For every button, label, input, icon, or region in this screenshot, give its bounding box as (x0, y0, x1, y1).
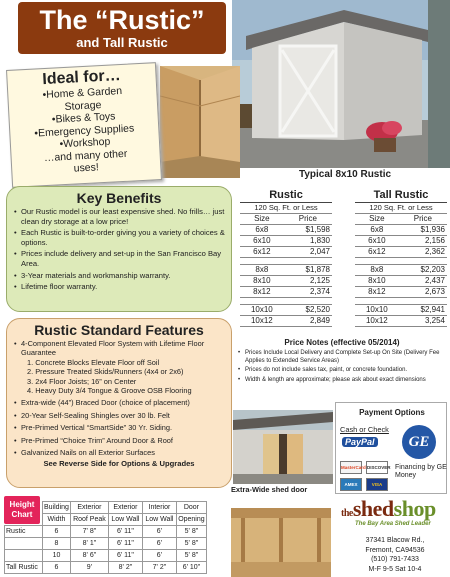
height-col-header: Roof Peak (70, 514, 108, 526)
height-cell: 6' 11" (108, 538, 142, 550)
col-price-header: Price (399, 214, 447, 225)
height-col-header: Exterior (70, 502, 108, 514)
price-size: 8x10 (240, 276, 284, 287)
price-value: 2,156 (399, 236, 447, 247)
store-hours: M-F 9-5 Sat 10-4 (368, 565, 422, 573)
feature-item: • Pre-Primed Vertical “SmartSide” 30 Yr. Siding. (13, 423, 225, 432)
page-subtitle: and Tall Rustic (76, 35, 168, 50)
price-value: $2,941 (399, 305, 447, 316)
col-size-header: Size (355, 214, 399, 225)
price-value: 1,830 (284, 236, 332, 247)
shed-photo (232, 0, 450, 168)
price-size: 8x12 (240, 287, 284, 298)
height-cell: 6 (43, 562, 71, 574)
logo-shed: shed (352, 496, 394, 521)
height-cell: 6' 11" (108, 550, 142, 562)
height-col-header: Interior (142, 502, 176, 514)
height-cell: 8' 2" (108, 562, 142, 574)
price-value: $1,936 (399, 225, 447, 236)
logo-shop: shop (393, 496, 436, 521)
price-size: 6x12 (240, 247, 284, 258)
price-note-item: • Width & length are approximate; please ask about exact dimensions (236, 377, 448, 385)
price-size: 6x10 (355, 236, 399, 247)
height-col-header: Building (43, 502, 71, 514)
ideal-title: Ideal for… (41, 67, 122, 89)
logo-tagline: The Bay Area Shed Leader (355, 521, 431, 527)
price-notes (236, 338, 448, 386)
height-row-label (5, 538, 43, 550)
benefit-item: • Our Rustic model is our least expensive shed. No frills… just clean dry storage at a low price! (13, 207, 225, 226)
financing-label: Financing by GE Money (395, 464, 447, 480)
height-col-header: Low Wall (108, 514, 142, 526)
phone-number: (510) 791-7433 (371, 556, 419, 564)
rustic-table-title: Rustic (240, 189, 332, 203)
ideal-for-note (6, 62, 162, 188)
logo-wordmark (341, 496, 436, 522)
shed-photo-caption: Typical 8x10 Rustic (298, 169, 392, 180)
address-line: 37341 Blacow Rd., (365, 537, 425, 544)
price-size: 8x12 (355, 287, 399, 298)
price-size: 8x10 (355, 276, 399, 287)
price-size: 8x8 (355, 265, 399, 276)
height-cell: 6' 10" (176, 562, 206, 574)
feature-subitem: 1. Concrete Blocks Elevate Floor off Soil (27, 357, 160, 367)
price-size: 8x8 (240, 265, 284, 276)
height-cell: 5' 8" (176, 550, 206, 562)
benefit-item: • Prices include delivery and set-up in the San Francisco Bay Area. (13, 249, 225, 268)
height-cell: 6' (142, 526, 176, 538)
height-cell: 9' (70, 562, 108, 574)
height-col-header: Exterior (108, 502, 142, 514)
price-size: 6x8 (240, 225, 284, 236)
price-size: 10x10 (355, 305, 399, 316)
price-value: 2,125 (284, 276, 332, 287)
payment-options-title: Payment Options (359, 408, 425, 417)
standard-features-panel (6, 318, 232, 488)
key-benefits-heading: Key Benefits (76, 190, 162, 206)
height-cell: 5' 8" (176, 526, 206, 538)
height-cell: 8' 6" (70, 550, 108, 562)
price-value: $1,598 (284, 225, 332, 236)
price-value: 2,673 (399, 287, 447, 298)
price-value: 2,047 (284, 247, 332, 258)
address-line: Fremont, CA94536 (365, 546, 425, 554)
height-chart-label: Height Chart (4, 496, 40, 524)
shed-shop-logo (337, 496, 449, 532)
price-size: 6x10 (240, 236, 284, 247)
feature-item: • 4-Component Elevated Floor System with Lifetime Floor Guarantee (13, 339, 225, 358)
height-col-header: Door (176, 502, 206, 514)
ideal-item: •Workshop (59, 135, 111, 151)
ideal-item: …and many other (43, 147, 128, 164)
price-size: 10x10 (240, 305, 284, 316)
height-cell: 7' 8" (70, 526, 108, 538)
cash-or-check-label: Cash or Check (340, 425, 389, 434)
height-col-header: Low Wall (142, 514, 176, 526)
height-cell: 10 (43, 550, 71, 562)
height-cell: 8 (43, 538, 71, 550)
price-value: 2,437 (399, 276, 447, 287)
feature-item: • Galvanized Nails on all Exterior Surfaces (13, 448, 225, 457)
price-value: $2,203 (399, 265, 447, 276)
ideal-item: •Home & Garden (42, 84, 123, 102)
benefit-item: • Each Rustic is built-to-order giving you a variety of choices & options. (13, 228, 225, 247)
key-benefits-panel (6, 186, 232, 312)
height-col-header: Opening (176, 514, 206, 526)
price-value: $2,520 (284, 305, 332, 316)
price-note-item: • Prices Include Local Delivery and Complete Set-up On Site (Delivery Fee Applies to Extended Service Areas) (236, 350, 448, 365)
benefit-item: • 3-Year materials and workmanship warranty. (13, 271, 225, 281)
col-size-header: Size (240, 214, 284, 225)
feature-subitem: 3. 2x4 Floor Joists; 16” on Center (27, 376, 137, 386)
tall-rustic-price-table (355, 189, 447, 327)
ideal-item: •Bikes & Toys (51, 110, 116, 126)
visa-logo: VISA (366, 478, 388, 491)
framing-photo (231, 508, 331, 577)
height-col-header: Width (43, 514, 71, 526)
ge-logo: GE (402, 425, 436, 459)
payment-options-panel (335, 402, 447, 494)
height-cell: 6 (43, 526, 71, 538)
ideal-item: •Emergency Supplies (34, 121, 135, 140)
discover-logo: DISCOVER (366, 461, 388, 474)
height-cell: 8' 1" (70, 538, 108, 550)
height-cell: 6' 11" (108, 526, 142, 538)
tall-table-subtitle: 120 Sq. Ft. or Less (355, 203, 447, 214)
paypal-logo: PayPal (342, 437, 378, 447)
title-banner (18, 2, 226, 54)
interior-photo (160, 66, 240, 178)
height-cell: 5' 8" (176, 538, 206, 550)
ideal-item: uses! (73, 161, 100, 175)
door-photo (233, 410, 333, 484)
col-price-header: Price (284, 214, 332, 225)
price-note-item: • Prices do not include sales tax, paint, or concrete foundation. (236, 367, 448, 375)
features-footer: See Reverse Side for Options & Upgrades (43, 459, 195, 469)
height-cell: 7' 2" (142, 562, 176, 574)
price-notes-title: Price Notes (effective 05/2014) (284, 338, 400, 347)
price-value: $1,878 (284, 265, 332, 276)
height-row-label (5, 550, 43, 562)
page-title: The “Rustic” (39, 5, 205, 35)
ideal-item: Storage (64, 98, 102, 113)
feature-item: • Extra-wide (44”) Braced Door (choice of placement) (13, 398, 225, 407)
price-value: 2,362 (399, 247, 447, 258)
height-row-label: Tall Rustic (5, 562, 43, 574)
price-size: 6x12 (355, 247, 399, 258)
height-cell: 6' (142, 550, 176, 562)
logo-the: the (341, 508, 353, 519)
price-size: 10x12 (240, 316, 284, 327)
amex-logo: AMEX (340, 478, 362, 491)
benefit-item: • Lifetime floor warranty. (13, 282, 225, 292)
feature-subitem: 4. Heavy Duty 3/4 Tongue & Groove OSB Flooring (27, 386, 192, 396)
store-address (345, 536, 445, 574)
rustic-price-table (240, 189, 332, 327)
feature-item: • Pre-Primed “Choice Trim” Around Door & Roof (13, 436, 225, 445)
door-photo-caption: Extra-Wide shed door (231, 485, 308, 494)
price-size: 6x8 (355, 225, 399, 236)
height-cell: 6' (142, 538, 176, 550)
feature-item: • 20-Year Self-Sealing Shingles over 30 lb. Felt (13, 411, 225, 420)
rustic-table-subtitle: 120 Sq. Ft. or Less (240, 203, 332, 214)
mastercard-logo: MasterCard (340, 461, 362, 474)
price-value: 2,374 (284, 287, 332, 298)
feature-subitem: 2. Pressure Treated Skids/Runners (4x4 or 2x6) (27, 367, 184, 377)
tall-table-title: Tall Rustic (355, 189, 447, 203)
price-value: 3,254 (399, 316, 447, 327)
price-value: 2,849 (284, 316, 332, 327)
height-row-label: Rustic (5, 526, 43, 538)
standard-features-heading: Rustic Standard Features (34, 322, 204, 338)
price-size: 10x12 (355, 316, 399, 327)
